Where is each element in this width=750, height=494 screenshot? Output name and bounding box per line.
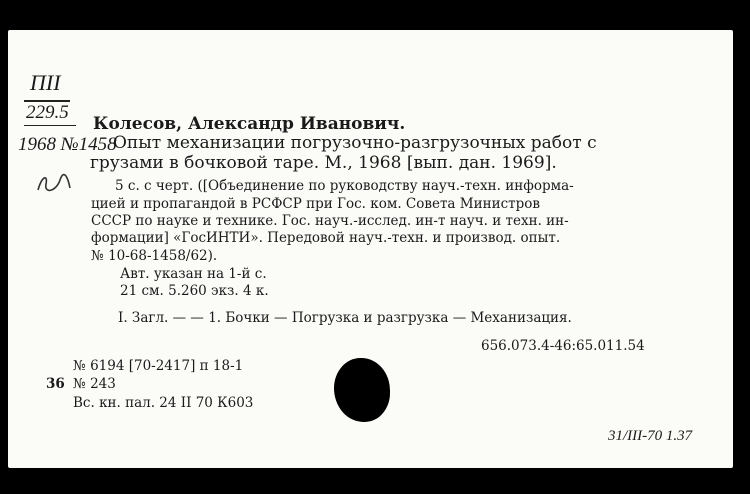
title-line-2: грузами в бочковой таре. М., 1968 [вып. дан. 1969]. <box>90 153 557 173</box>
description-line-1: 5 с. с черт. ([Объединение по руководству науч.-техн. информа- <box>115 178 574 194</box>
description-line-5: № 10-68-1458/62). <box>91 248 218 264</box>
footer-number: 36 <box>46 376 65 392</box>
title-line-1: Опыт механизации погрузочно-разгрузочных работ с <box>113 133 597 153</box>
footer-line-3: Вс. кн. пал. 24 II 70 К603 <box>73 395 254 411</box>
notes-line-1: Авт. указан на 1-й с. <box>120 266 267 282</box>
accession-number: 1968 №1458 <box>18 134 117 155</box>
footer-line-1: № 6194 [70-2417] п 18-1 <box>73 358 244 374</box>
handwritten-mark <box>34 170 74 198</box>
udc-code: 656.073.4-46:65.011.54 <box>481 338 645 354</box>
description-line-2: цией и пропагандой в РСФСР при Гос. ком. Совета Министров <box>91 196 540 212</box>
ink-blot <box>334 358 390 422</box>
footer-line-2: № 243 <box>73 376 116 392</box>
call-number-underline <box>24 125 76 126</box>
author-heading: Колесов, Александр Иванович. <box>93 114 406 134</box>
notes-line-2: 21 см. 5.260 экз. 4 к. <box>120 283 269 299</box>
description-line-3: СССР по науке и технике. Гос. науч.-исслед. ин-т науч. и техн. ин- <box>91 213 569 229</box>
subject-tracings: I. Загл. — — 1. Бочки — Погрузка и разгрузка — Механизация. <box>118 310 572 326</box>
call-number-bottom: 229.5 <box>26 102 69 123</box>
description-line-4: формации] «ГосИНТИ». Передовой науч.-техн. и производ. опыт. <box>91 230 561 246</box>
handwritten-date: 31/III-70 1.37 <box>608 428 693 444</box>
call-number-top: ПII <box>30 70 61 95</box>
